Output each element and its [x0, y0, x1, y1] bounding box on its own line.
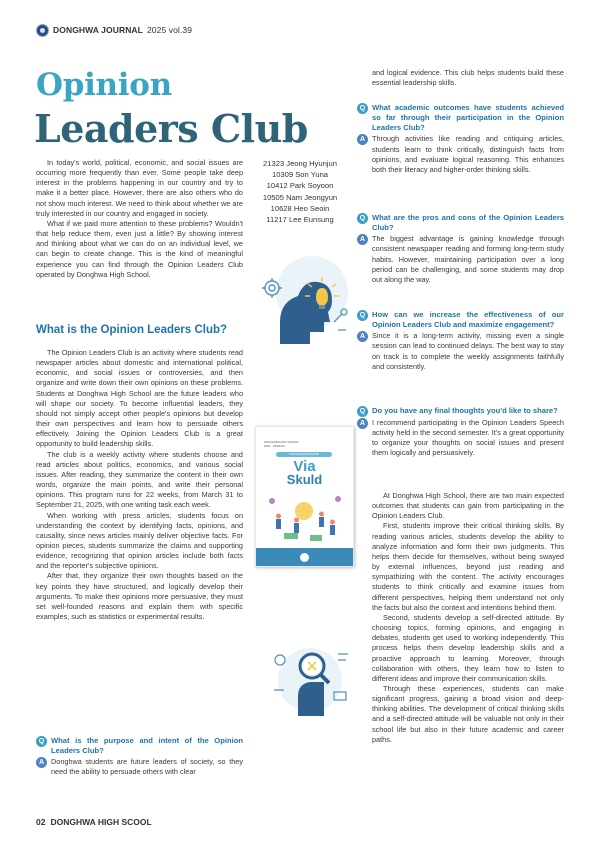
question-text: How can we increase the effectiveness of our Opinion Leaders Club and maximize engagement? [372, 310, 564, 330]
body-paragraph: After that, they organize their own thoughts based on the key points they have structured, and logically develop their arguments. To make their opinions more persuasive, they must set well-founded reasons and explain them with specific examples, such as statistics or experimental results. [36, 571, 243, 622]
journal-header [36, 22, 192, 38]
thinking-head-illustration [258, 252, 354, 348]
magazine-cover-image [255, 426, 354, 567]
author: 10412 Park Soyoon [266, 181, 334, 191]
intro-paragraph: In today's world, political, economic, and social issues are occurring more frequently than ever. Some people take deep interest in the problems happening in our country and try to make it a better place. However, there are also others who do not show much interest. We need to think about whether we are truly interested in our country and engaged in society. [36, 158, 243, 218]
author: 21323 Jeong Hyunjun [263, 159, 337, 168]
body-paragraph: The Opinion Leaders Club is an activity where students read newspaper articles about domestic and international political, economic, and social issues or controversies, and then organize and write down their own opinions on these problems. Students at Donghwa High School are the future leaders who will shape our society. To become influential leaders, they should not simply accept other people's opinions but develop their own perspectives and learn how to persuade others effectively. Joining the Opinion Leaders Club is a great opportunity to build leadership skills. [36, 348, 243, 449]
body-paragraph: When working with press articles, students focus on understanding the context by identifying facts, opinions, and causality, since news articles mainly deliver objective facts. For opinion pieces, students summarize the claims and supporting evidence, recognizing that opinion articles include both facts and the reporter's subjective opinions. [36, 510, 243, 571]
cover-seal-icon [300, 553, 309, 562]
footer-school: DONGHWA HIGH SCOOL [50, 817, 152, 827]
cover-small-text: 2025 · OPINION [264, 443, 285, 448]
magnifier-illustration [268, 640, 354, 720]
answer-continuation: and logical evidence. This club helps students build these essential leadership skills. [372, 68, 564, 88]
page-footer [36, 817, 152, 827]
answer-badge-icon: A [357, 234, 368, 245]
cover-title-skuld: Skuld [286, 472, 323, 487]
answer-badge-icon: A [36, 757, 47, 768]
body-paragraph: The club is a weekly activity where students choose and read articles about politics, economics, and various social issues. After reading, they summarize the content in their own words, organize the main points, and write their personal opinions. This program runs for 22 weeks, from March 31 to September 21, 2025, with one writing task each week. [36, 449, 243, 510]
question-text: What is the purpose and intent of the Opinion Leaders Club? [51, 736, 243, 756]
question-badge-icon: Q [357, 406, 368, 417]
author-list [250, 158, 350, 225]
answer-badge-icon: A [357, 418, 368, 429]
title-line-2: Leaders Club [34, 106, 308, 151]
cover-title-via: Via [293, 458, 316, 475]
conclusion-text [372, 491, 564, 745]
answer-text: Through activities like reading and critiquing articles, students learn to think critically, distinguish facts from opinions, and evaluate logical reasoning. This enhances both their literacy and higher-order thinking skills. [372, 134, 564, 174]
section-body [36, 348, 243, 622]
question-badge-icon: Q [357, 310, 368, 321]
intro-text [36, 158, 243, 280]
page-number: 02 [36, 817, 46, 827]
answer-text: The biggest advantage is gaining knowledge through consistent newspaper reading and forming long-term study habits. However, maintaining participation over a long period can be challenging, and some students may drop out along the way. [372, 234, 564, 284]
conclusion-paragraph: First, students improve their critical thinking skills. By reading various articles, students develop the ability to analyze information and form their own judgments. This helps them decide for themselves, without being swayed by external influences, beyond just reading and sympathizing with the content. The activity encourages students to think critically and examine issues from different perspectives, helping them understand not only the facts but also the context and intentions behind them. [372, 521, 564, 612]
conclusion-paragraph: Through these experiences, students can make significant progress, gaining a broad vision and deep-thinking abilities. The development of critical thinking skills and a self-directed attitude will be valuable not only in their school life but also in their future academic and career paths. [372, 683, 564, 744]
qa-purpose [36, 736, 243, 778]
qa-outcomes [357, 103, 564, 175]
cover-small-text: DONGHWA HIGH SCHOOL [264, 440, 300, 444]
school-emblem-icon [36, 24, 49, 37]
journal-title: DONGHWA JOURNAL 2025 vol.39 [53, 25, 193, 35]
qa-final-thoughts [357, 406, 564, 459]
answer-text: Since it is a long-term activity, missing even a single session can lead to continued delays. The best way to stay on track is to complete the weekly assignments faithfully and consistently. [372, 331, 564, 371]
question-text: What are the pros and cons of the Opinion Leaders Club? [372, 213, 564, 233]
author: 10309 Son Yuna [271, 170, 329, 180]
question-text: Do you have any final thoughts you'd like to share? [372, 406, 558, 415]
question-badge-icon: Q [357, 103, 368, 114]
question-badge-icon: Q [36, 736, 47, 747]
answer-badge-icon: A [357, 331, 368, 342]
author: 10505 Nam Jeongyun [262, 192, 338, 202]
answer-badge-icon: A [357, 134, 368, 145]
conclusion-paragraph: At Donghwa High School, there are two main expected outcomes that students can gain from participating in the Opinion Leaders Club. [372, 491, 564, 521]
author: 10628 Heo Seoin [270, 203, 330, 213]
question-badge-icon: Q [357, 213, 368, 224]
answer-text: I recommend participating in the Opinion Leaders Speech activity held in the second semester. It's a great opportunity to organize your thoughts on social issues and present them logically and persuasively. [372, 418, 564, 458]
intro-paragraph: What if we paid more attention to these problems? Wouldn't that help reduce them, even just a little? By showing interest and thinking about what we can do on an individual level, we can begin to create change. This is the kind of meaningful experience you can find through the Opinion Leaders Club operated by Donghwa High School. [36, 218, 243, 279]
qa-pros-cons [357, 213, 564, 285]
cover-pill-label: DONGHWA MAGAZINE [276, 452, 332, 457]
conclusion-paragraph: Second, students develop a self-directed attitude. By choosing topics, forming opinions, and engaging in debates, students get used to working independently. This process helps them develop leadership skills and a proactive approach to learning. Moreover, through collaboration with others, they learn how to listen to different ideas and improve their communication skills. [372, 612, 564, 683]
answer-text: Donghwa students are future leaders of society, so they need the ability to persuade others with clear [51, 757, 243, 777]
section-heading: What is the Opinion Leaders Club? [36, 324, 228, 336]
author: 11217 Lee Eunsung [266, 215, 334, 225]
question-text: What academic outcomes have students achieved so far through their participation in the Opinion Leaders Club? [372, 103, 564, 133]
qa-effectiveness [357, 310, 564, 372]
title-line-1: Opinion [36, 67, 172, 103]
cover-people-illustration [264, 489, 346, 545]
